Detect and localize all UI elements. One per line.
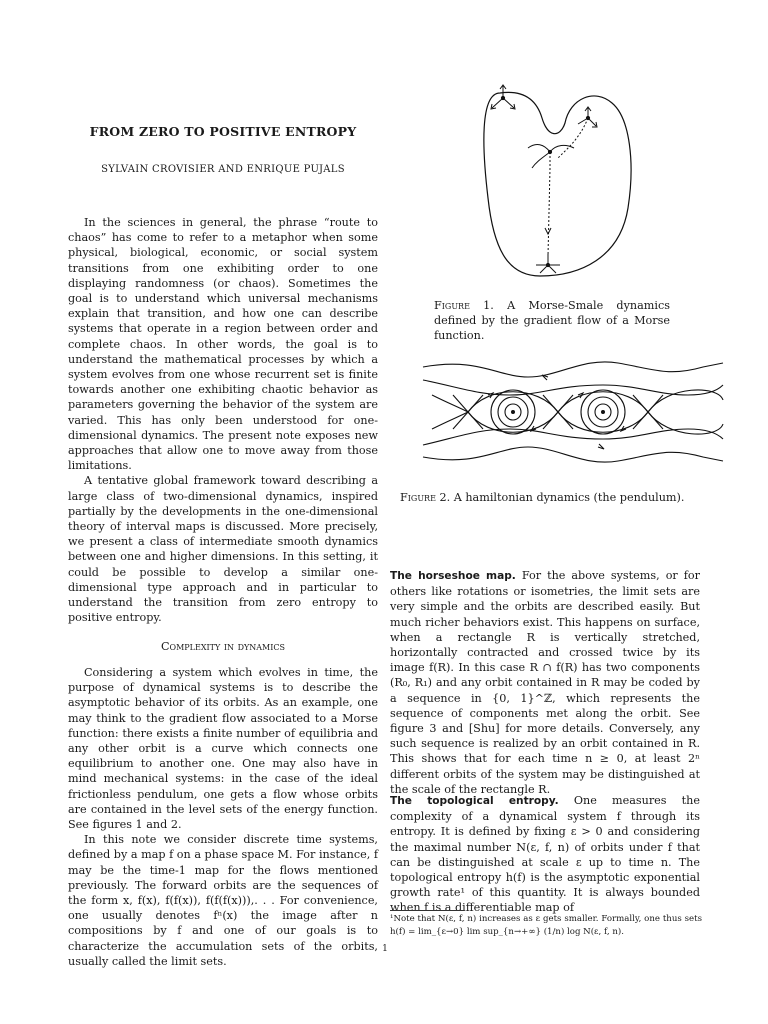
horseshoe-paragraph (390, 568, 700, 797)
intro-paragraph-1: In the sciences in general, the phrase “route to chaos” has come to refer to a metaphor when some physical, biological, economic, or social system transitions from one exhibiting order to one displaying randomness (or chaos). Sometimes the goal is to understand which universal mechanisms explain that transition, and how one can describe systems that operate in a region between order and complete chaos. In other words, the goal is to understand the mathematical processes by which a system evolves from one whose recurrent set is finite towards another one exhibiting chaotic behavior as parameters governing the behavior of the system are varied. This has only been understood for one-dimensional dynamics. The present note exposes new approaches that allow one to move away from those limitations. (68, 216, 378, 473)
entropy-text: One measures the complexity of a dynamical system f through its entropy. It is defined by fixing ε > 0 and considering the maximal number N(ε, f, n) of orbits under f that can be distinguished at scale ε up to time n. The topological entropy h(f) is the asymptotic exponential growth rate¹ of this quantity. It is always bounded when f is a differentiable map of (390, 794, 700, 915)
paper-authors: SYLVAIN CROVISIER AND ENRIQUE PUJALS (101, 164, 345, 175)
section-complexity-text (68, 665, 378, 969)
entropy-heading: The topological entropy. (390, 795, 559, 807)
intro-text (68, 215, 378, 625)
figure-2-text: A hamiltonian dynamics (the pendulum). (453, 491, 685, 504)
horseshoe-heading: The horseshoe map. (390, 570, 516, 582)
figure-2-pendulum-drawing (418, 355, 728, 470)
section-heading-complexity: Complexity in dynamics (160, 640, 286, 653)
paper-title: FROM ZERO TO POSITIVE ENTROPY (89, 124, 357, 139)
entropy-paragraph (390, 793, 700, 916)
figure-2-caption (400, 490, 700, 505)
intro-paragraph-2: A tentative global framework toward describing a large class of two-dimensional dynamics, inspired partially by the developments in the one-dimensional theory of interval maps is discussed. More precisely, we present a class of intermediate smooth dynamics between one and higher dimensions. In this setting, it could be possible to develop a similar one-dimensional type approach and in particular to understand the transition from zero entropy to positive entropy. (68, 474, 378, 625)
complexity-paragraph-1: Considering a system which evolves in time, the purpose of dynamical systems is to describe the asymptotic behavior of its orbits. As an example, one may think to the gradient flow associated to a Morse function: there exists a finite number of equilibria and any other orbit is a curve which connects one equilibrium to another one. One may also have in mind mechanical systems: in the case of the ideal frictionless pendulum, one gets a flow whose orbits are contained in the level sets of the energy function. See figures 1 and 2. (68, 666, 378, 832)
complexity-paragraph-2: In this note we consider discrete time systems, defined by a map f on a phase space M. For instance, f may be the time-1 map for the flows mentioned previously. The forward orbits are the sequences of the form x, f(x), f(f(x)), f(f(f(x))),. . . For convenience, one usually denotes fⁿ(x) the image after n compositions by f and one of our goals is to characterize the accumulation sets of the orbits, usually called the limit sets. (68, 833, 378, 968)
footnote-rule (390, 910, 464, 911)
figure-1-text: A Morse-Smale dynamics defined by the gradient flow of a Morse function. (434, 299, 670, 342)
figure-1-morse-smale-drawing (470, 78, 640, 288)
figure-1-label: Figure 1. (434, 299, 494, 312)
page-number: 1 (382, 944, 388, 954)
footnote: ¹Note that N(ε, f, n) increases as ε gets smaller. Formally, one thus sets h(f) = lim_{ε→0} lim sup_{n→+∞} (1/n) log N(ε, f, n). (390, 914, 702, 937)
figure-1-caption (434, 298, 670, 343)
figure-2-label: Figure 2. (400, 491, 451, 504)
horseshoe-text: For the above systems, or for others like rotations or isometries, the limit sets are very simple and the orbits are described easily. But much richer behaviors exist. This happens on surface, when a rectangle R is vertically stretched, horizontally contracted and crossed twice by its image f(R). In this case R ∩ f(R) has two components (R₀, R₁) and any orbit contained in R may be coded by a sequence in {0, 1}^ℤ, which represents the sequence of components met along the orbit. See figure 3 and [Shu] for more details. Conversely, any such sequence is realized by an orbit contained in R. This shows that for each time n ≥ 0, at least 2ⁿ different orbits of the system may be distinguished at the scale of the rectangle R. (390, 569, 700, 796)
